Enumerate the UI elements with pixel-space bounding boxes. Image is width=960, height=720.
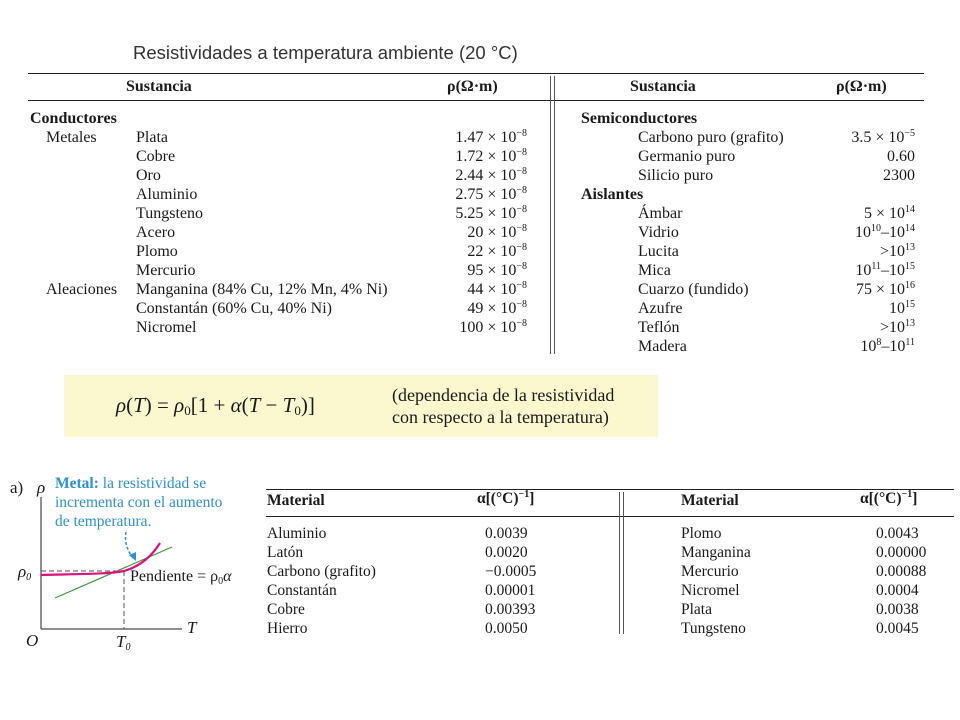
- resistivity-value: 0.60: [887, 148, 915, 165]
- graph-t0-label: $T_0$: [116, 632, 131, 653]
- resistivity-equation: $\rho(T) = \rho_0[1 + \alpha(T - T_0)]$: [116, 393, 315, 418]
- graph-annotation: Metal: la resistividad se incrementa con el aumento de temperatura.: [55, 475, 223, 530]
- resistivity-value: $75 \times 10^{16}$: [855, 280, 915, 298]
- substance-name: Plomo: [136, 243, 178, 260]
- equation-description-line1: (dependencia de la resistividad: [392, 385, 615, 405]
- alpha-value: 0.00393: [485, 601, 536, 618]
- table2-right-header-material: Material: [681, 492, 739, 509]
- alpha-value: 0.00088: [876, 563, 927, 580]
- graph-y-axis-label: ρ: [37, 478, 46, 497]
- alpha-value: 0.0043: [876, 525, 919, 542]
- substance-name: Acero: [136, 224, 176, 241]
- substance-name: Vidrio: [638, 224, 679, 241]
- section-semiconductores: Semiconductores: [581, 110, 698, 127]
- table1-right-header-substance: Sustancia: [630, 78, 696, 95]
- graph-origin-label: O: [26, 631, 39, 650]
- resistivity-value: $100 \times 10^{-8}$: [459, 318, 527, 336]
- graph-part-label: a): [10, 478, 24, 497]
- table1-left-header-substance: Sustancia: [126, 78, 192, 95]
- resistivity-value: $44 \times 10^{-8}$: [467, 280, 527, 298]
- group-aleaciones: Aleaciones: [46, 281, 118, 298]
- substance-name: Cuarzo (fundido): [638, 281, 749, 298]
- resistivity-value: $49 \times 10^{-8}$: [467, 299, 527, 317]
- table2-left-header-alpha: $\alpha[(^\circ C)^{-1}]$: [477, 489, 535, 507]
- group-metales: Metales: [46, 129, 97, 146]
- substance-name: Azufre: [638, 300, 683, 317]
- material-name: Hierro: [267, 620, 308, 637]
- material-name: Constantán: [267, 582, 337, 599]
- table1-right-header-rho: ρ(Ω·m): [836, 78, 887, 95]
- material-name: Tungsteno: [681, 620, 746, 637]
- resistivity-value: $10^{10}-10^{14}$: [855, 223, 915, 241]
- table2-right-header-alpha: $\alpha[(^\circ C)^{-1}]$: [860, 489, 918, 507]
- material-name: Carbono (grafito): [267, 563, 376, 580]
- substance-name: Mercurio: [136, 262, 196, 279]
- alpha-value: 0.0038: [876, 601, 919, 618]
- material-name: Manganina: [681, 544, 751, 561]
- substance-name: Tungsteno: [136, 205, 203, 222]
- resistivity-value: $20 \times 10^{-8}$: [467, 223, 527, 241]
- substance-name: Plata: [136, 129, 168, 146]
- equation-description: [392, 384, 614, 428]
- table2-top-rule: [266, 489, 954, 490]
- material-name: Latón: [267, 544, 304, 561]
- resistivity-value: $10^{11}-10^{15}$: [855, 261, 915, 279]
- substance-name: Teflón: [638, 319, 680, 336]
- substance-name: Lucita: [638, 243, 679, 260]
- table1-column-divider: [550, 76, 555, 354]
- substance-name: Nicromel: [136, 319, 197, 336]
- alpha-value: 0.0045: [876, 620, 919, 637]
- resistivity-value: $10^{15}$: [889, 299, 915, 317]
- resistivity-value: $2.75 \times 10^{-8}$: [455, 185, 527, 203]
- substance-name: Aluminio: [136, 186, 198, 203]
- substance-name: Madera: [638, 338, 687, 355]
- resistivity-value: $22 \times 10^{-8}$: [467, 242, 527, 260]
- material-name: Plata: [681, 601, 712, 618]
- page-title: Resistividades a temperatura ambiente (20 °C): [133, 42, 518, 63]
- material-name: Nicromel: [681, 582, 740, 599]
- table1-header-rule: [28, 100, 924, 101]
- substance-name: Carbono puro (grafito): [638, 129, 784, 146]
- alpha-value: 0.0039: [485, 525, 528, 542]
- substance-name: Silicio puro: [638, 167, 714, 184]
- alpha-value: 0.0020: [485, 544, 528, 561]
- table1-top-rule: [28, 73, 924, 74]
- resistivity-value: $1.47 \times 10^{-8}$: [455, 128, 527, 146]
- resistivity-value: $1.72 \times 10^{-8}$: [455, 147, 527, 165]
- substance-name: Cobre: [136, 148, 176, 165]
- resistivity-value: $>10^{13}$: [879, 318, 915, 336]
- substance-name: Constantán (60% Cu, 40% Ni): [136, 300, 332, 317]
- alpha-value: 0.0050: [485, 620, 528, 637]
- resistivity-value: $>10^{13}$: [879, 242, 915, 260]
- substance-name: Mica: [638, 262, 671, 279]
- graph-x-axis-label: T: [187, 618, 197, 637]
- resistivity-value: $3.5 \times 10^{-5}$: [851, 128, 915, 146]
- graph-rho0-label: $\rho_0$: [18, 562, 32, 583]
- resistivity-value: $10^8-10^{11}$: [860, 337, 915, 355]
- table2-header-rule: [266, 516, 954, 517]
- material-name: Plomo: [681, 525, 722, 542]
- alpha-value: 0.00000: [876, 544, 927, 561]
- alpha-value: −0.0005: [485, 563, 537, 580]
- table2-column-divider: [619, 492, 624, 634]
- material-name: Aluminio: [267, 525, 327, 542]
- table1-left-header-rho: ρ(Ω·m): [447, 78, 498, 95]
- resistivity-value: $5.25 \times 10^{-8}$: [455, 204, 527, 222]
- alpha-value: 0.00001: [485, 582, 536, 599]
- material-name: Mercurio: [681, 563, 739, 580]
- resistivity-value: 2300: [883, 167, 915, 184]
- substance-name: Ámbar: [638, 205, 683, 222]
- resistivity-value: $2.44 \times 10^{-8}$: [455, 166, 527, 184]
- resistivity-value: $95 \times 10^{-8}$: [467, 261, 527, 279]
- substance-name: Oro: [136, 167, 161, 184]
- material-name: Cobre: [267, 601, 305, 618]
- section-aislantes: Aislantes: [581, 186, 644, 203]
- resistivity-value: $5 \times 10^{14}$: [863, 204, 915, 222]
- slope-label: Pendiente = $\rho_0\alpha$: [130, 568, 232, 587]
- section-conductores: Conductores: [30, 110, 117, 127]
- table2-left-header-material: Material: [267, 492, 325, 509]
- substance-name: Germanio puro: [638, 148, 736, 165]
- alpha-value: 0.0004: [876, 582, 919, 599]
- equation-description-line2: con respecto a la temperatura): [392, 407, 609, 427]
- substance-name: Manganina (84% Cu, 12% Mn, 4% Ni): [136, 281, 388, 298]
